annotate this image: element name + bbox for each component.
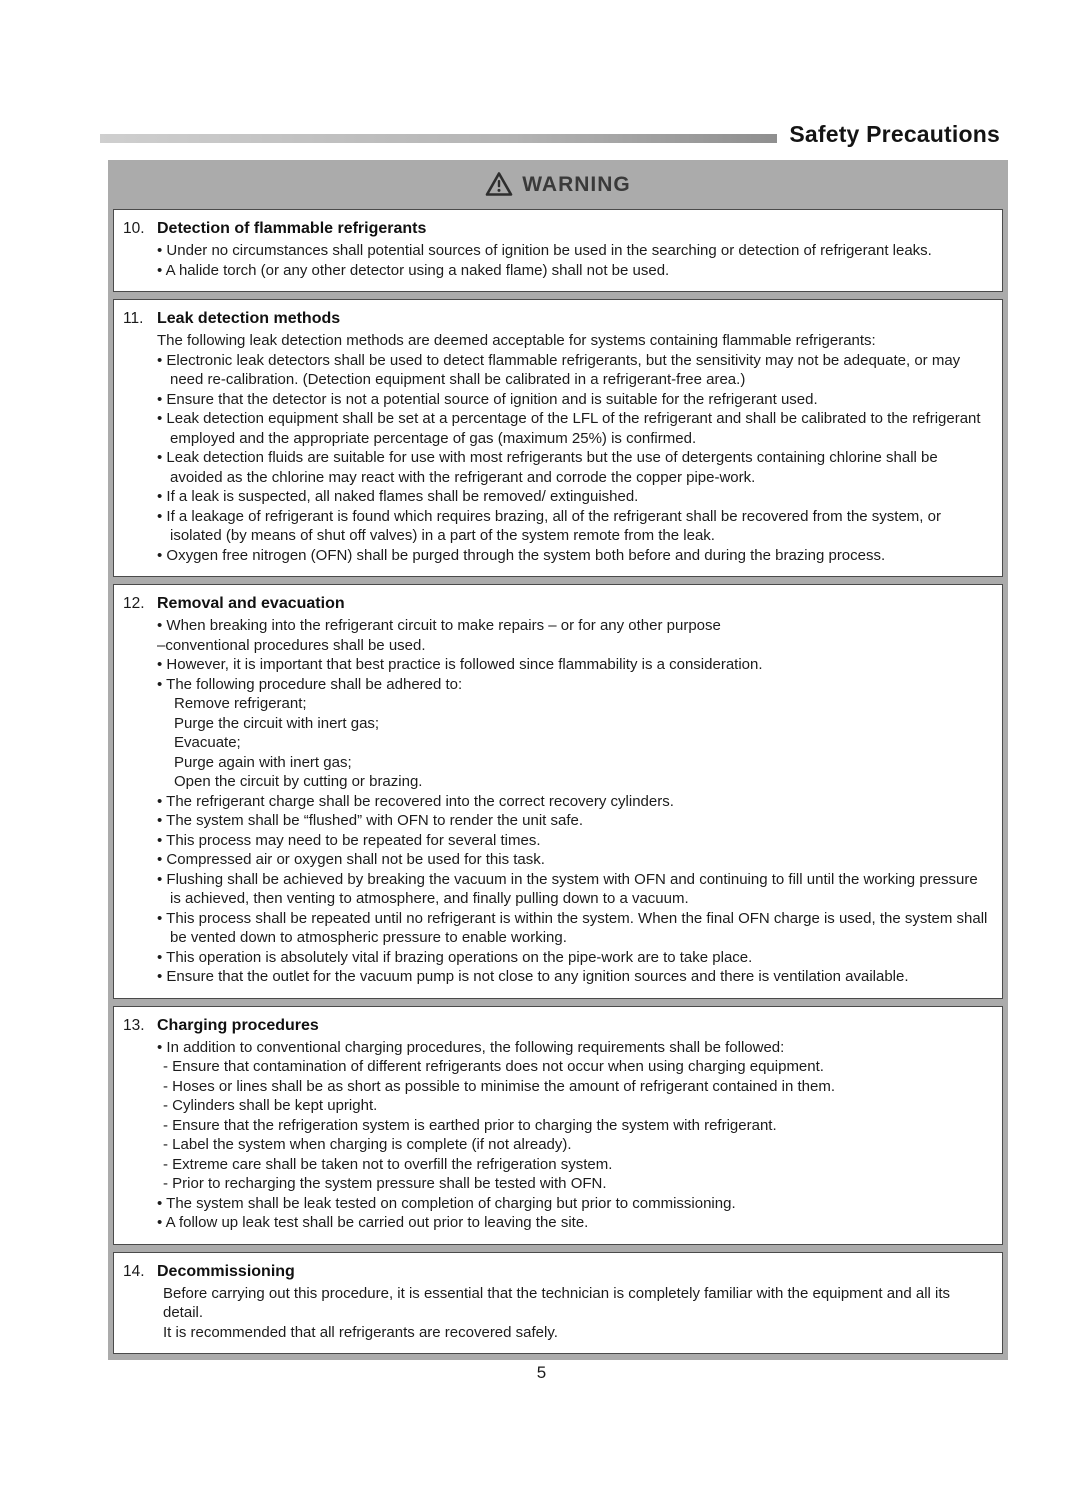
section-lines [157,1038,990,1233]
line-marker: • [157,410,167,427]
section-line [163,1057,990,1077]
section-number: 12. [123,595,145,612]
section [113,209,1003,292]
line-text: A follow up leak test shall be carried out prior to leaving the site. [165,1214,589,1231]
line-text: Compressed air or oxygen shall not be used for this task. [166,851,545,868]
section-line [157,409,990,448]
page-title: Safety Precautions [789,121,1000,147]
section-line [157,616,990,636]
line-marker: • [157,851,167,868]
section-line [163,1284,990,1323]
line-text: Open the circuit by cutting or brazing. [174,773,423,790]
line-text: Oxygen free nitrogen (OFN) shall be purged through the system both before and during the brazing process. [166,546,886,564]
line-text: Purge the circuit with inert gas; [174,714,380,732]
section-line [174,772,990,792]
section [113,1006,1003,1245]
section-line [157,850,990,870]
section-line [157,448,990,487]
section-line [157,948,990,968]
line-marker: - [163,1175,173,1192]
section-line [157,675,990,695]
section-line [157,655,990,675]
section-line [163,1135,990,1155]
section-line [163,1116,990,1136]
line-marker: • [157,546,167,564]
line-text: Under no circumstances shall potential sources of ignition be used in the searching or detection of refrigerant leaks. [166,242,932,259]
section-line [157,909,990,948]
line-text: Hoses or lines shall be as short as possible to minimise the amount of refrigerant contained in them. [172,1077,836,1095]
line-text: Before carrying out this procedure, it is essential that the technician is completely familiar with the equipment and all its detail. [163,1284,951,1321]
section-line [174,733,990,753]
sections-container [113,209,1003,1354]
line-text: This operation is absolutely vital if brazing operations on the pipe-work are to take place. [166,948,753,966]
section-number: 14. [123,1262,145,1280]
section-line [157,261,990,281]
line-text: Label the system when charging is complete (if not already). [172,1136,572,1153]
line-marker: - [163,1077,173,1095]
section-lines [157,241,990,280]
warning-label: WARNING [522,172,631,196]
section-line [157,1038,990,1058]
line-text: Electronic leak detectors shall be used to detect flammable refrigerants, but the sensitivity may not be adequate, or may need re-calibration. (Detection equipment shall be calibrated in a refrigerant-free area.) [166,351,961,388]
warning-banner [113,160,1003,209]
section-body [157,594,990,987]
line-text: However, it is important that best practice is followed since flammability is a consideration. [166,656,763,673]
section-title: Decommissioning [157,1262,295,1280]
line-text: Ensure that contamination of different refrigerants does not occur when using charging equipment. [172,1058,824,1075]
section-title: Charging procedures [157,1016,319,1034]
section-title: Removal and evacuation [157,595,345,612]
line-text: The system shall be leak tested on completion of charging but prior to commissioning. [166,1194,736,1212]
section-line [163,1155,990,1175]
section-line [157,546,990,566]
line-text: Extreme care shall be taken not to overfill the refrigeration system. [172,1155,613,1173]
section-line [157,1213,990,1233]
section-line [157,870,990,909]
line-marker: • [157,488,167,505]
line-text: A halide torch (or any other detector using a naked flame) shall not be used. [165,261,670,279]
header-rule [100,134,777,143]
section-lines [157,331,990,565]
line-text: If a leak is suspected, all naked flames shall be removed/ extinguished. [166,488,639,505]
section-line [163,1077,990,1097]
line-text: Ensure that the detector is not a potential source of ignition and is suitable for the refrigerant used. [166,390,818,408]
line-marker: - [163,1116,173,1134]
line-text: Prior to recharging the system pressure shall be tested with OFN. [172,1175,607,1192]
line-marker: • [157,390,167,408]
section-body [157,309,990,565]
line-marker: • [157,792,167,810]
section-line [163,1323,990,1343]
warning-panel [108,160,1008,1360]
section-line [157,811,990,831]
line-text: Leak detection fluids are suitable for use with most refrigerants but the use of detergents containing chlorine shall be avoided as the chlorine may react with the refrigerant and corrode the copper pipe-work. [166,449,938,486]
line-marker: • [157,831,167,849]
section-body [157,1262,990,1343]
section-line [157,831,990,851]
line-text: The following procedure shall be adhered to: [166,675,463,693]
section-line [174,753,990,773]
section-line [157,390,990,410]
section-lines [157,616,990,987]
line-marker: • [157,242,167,259]
section-line [157,241,990,261]
line-text: This process may need to be repeated for several times. [166,831,541,849]
line-text: The refrigerant charge shall be recovered into the correct recovery cylinders. [166,792,674,810]
line-text: Leak detection equipment shall be set at a percentage of the LFL of the refrigerant and shall be calibrated to the refrigerant employed and the appropriate percentage of gas (maximum 25%) is confirmed. [166,410,981,447]
line-marker: - [163,1136,173,1153]
line-marker: • [157,507,167,525]
section-line [157,487,990,507]
line-marker: • [157,1214,166,1231]
section-number: 11. [123,310,144,327]
line-marker: • [157,351,167,369]
line-text: Flushing shall be achieved by breaking the vacuum in the system with OFN and continuing to fill until the working pressure is achieved, then venting to atmosphere, and finally pulling down to a vacuum. [166,870,978,907]
section-line [174,714,990,734]
line-marker: • [157,617,167,634]
line-marker: • [157,812,167,829]
line-marker: • [157,261,166,279]
section-body [157,219,990,280]
section-line [157,967,990,987]
line-marker: • [157,948,167,966]
section [113,584,1003,999]
section [113,1252,1003,1355]
line-text: Cylinders shall be kept upright. [172,1097,378,1114]
line-text: Remove refrigerant; [174,695,307,712]
line-text: If a leakage of refrigerant is found which requires brazing, all of the refrigerant shall be recovered from the system, or isolated (by means of shut off valves) in a part of the system remote from the leak. [166,507,941,544]
section-line [157,351,990,390]
section-number: 10. [123,220,145,237]
section-body [157,1016,990,1233]
line-marker: • [157,870,167,888]
section-line [174,694,990,714]
line-text: This process shall be repeated until no refrigerant is within the system. When the final OFN charge is used, the system shall be vented down to atmospheric pressure to enable working. [166,909,988,946]
line-marker: - [163,1097,173,1114]
section-title: Detection of flammable refrigerants [157,220,427,237]
section-title: Leak detection methods [157,310,341,327]
section-line [157,1194,990,1214]
line-marker: • [157,1038,167,1056]
section-lines [157,1284,990,1343]
line-text: Ensure that the refrigeration system is earthed prior to charging the system with refrigerant. [172,1116,777,1134]
line-text: Evacuate; [174,734,241,751]
line-marker: • [157,449,167,466]
line-marker: - [163,1155,173,1173]
section-line [163,1174,990,1194]
line-marker: - [163,1058,173,1075]
line-text: When breaking into the refrigerant circuit to make repairs – or for any other purpose [166,617,721,634]
line-text: In addition to conventional charging procedures, the following requirements shall be followed: [166,1038,785,1056]
page-header [100,121,1000,148]
line-marker: • [157,968,167,985]
line-text: –conventional procedures shall be used. [157,636,426,654]
page-footer [0,1363,1083,1383]
section [113,299,1003,577]
line-marker: • [157,1194,167,1212]
page-number: 5 [536,1363,547,1382]
line-text: It is recommended that all refrigerants are recovered safely. [163,1323,558,1341]
section-line [157,792,990,812]
section-line [163,1096,990,1116]
line-text: Ensure that the outlet for the vacuum pump is not close to any ignition sources and there is ventilation available. [166,968,909,985]
line-marker: • [157,909,167,927]
line-marker: • [157,675,167,693]
warning-triangle-icon [485,171,513,197]
section-line [157,331,990,351]
line-marker: • [157,656,167,673]
line-text: The following leak detection methods are deemed acceptable for systems containing flammable refrigerants: [157,332,876,349]
section-line [157,507,990,546]
line-text: Purge again with inert gas; [174,753,352,771]
line-text: The system shall be “flushed” with OFN to render the unit safe. [166,812,584,829]
section-line [157,636,990,656]
section-number: 13. [123,1016,145,1034]
